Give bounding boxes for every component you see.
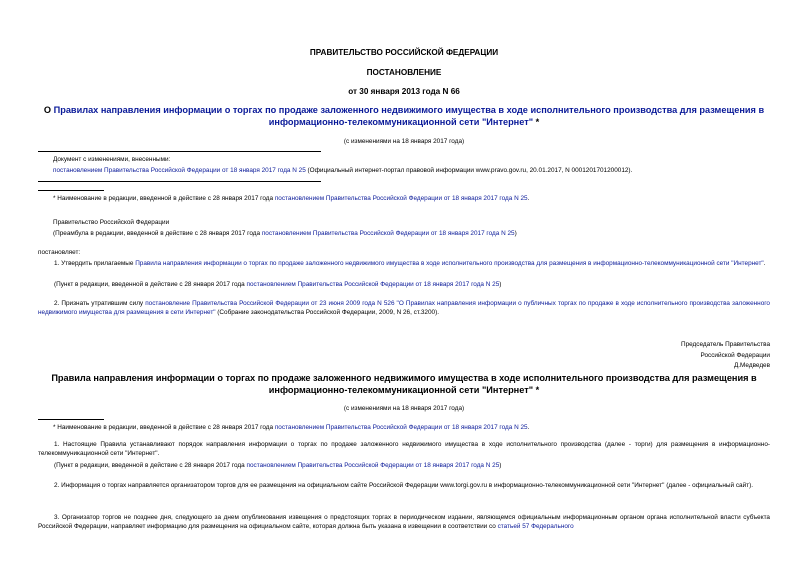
preamble-text: Правительство Российской Федерации [53, 219, 170, 226]
rules-revision-note: (с изменениями на 18 января 2017 года) [343, 405, 465, 412]
item-1-suffix: . [763, 260, 766, 267]
footnote-suffix: . [527, 195, 530, 202]
item-1-prefix: 1. Утвердить прилагаемые [54, 260, 136, 267]
preamble-note-suffix: ) [514, 230, 517, 237]
rules-paragraph-1-note [38, 462, 770, 471]
rules-footnote [38, 424, 770, 433]
preamble-note-prefix: (Преамбула в редакции, введенной в действие с 28 января 2017 года [53, 230, 262, 237]
rules-footnote-suffix: . [527, 424, 530, 431]
rules-p3-text: 3. Организатор торгов не позднее дня, следующего за днем опубликования извещения о предстоящих торгах в периодическом издании, являющемся официальным информационным органом органа исполнительной власти субъекта Российской Федерации, направляет информацию для размещения на официальном сайте, которая должна быть указана в извещении в соответствии со [38, 514, 770, 530]
footnote-rule [38, 419, 104, 420]
resolves-text: постановляет: [38, 249, 81, 256]
item-2-link[interactable]: постановление Правительства Российской Федерации от 23 июня 2009 года N 526 "О Правилах направления информации о публичных торгах по продаже в ходе исполнительного производства заложенного недвижимого имущества для размещения в сети Интернет" [38, 300, 770, 316]
rules-p1-note-link[interactable]: постановлением Правительства Российской Федерации от 18 января 2017 года N 25 [246, 462, 500, 469]
document-type: ПОСТАНОВЛЕНИЕ [366, 68, 442, 77]
title-suffix: * [533, 116, 540, 127]
title-link[interactable]: Правилах направления информации о торгах по продаже заложенного недвижимого имущества в ходе исполнительного производства для размещения в информационно-телекоммуникационной сети "Интернет" [53, 105, 765, 127]
title-footnote [38, 195, 770, 204]
title-prefix: О [43, 105, 54, 115]
separator-rule [38, 181, 321, 182]
changes-label: Документ с изменениями, внесенными: [53, 156, 171, 163]
item-1-note-prefix: (Пункт в редакции, введенной в действие с 28 января 2017 года [54, 281, 247, 288]
item-2-suffix: (Собрание законодательства Российской Федерации, 2009, N 26, ст.3200). [215, 308, 439, 316]
rules-title: Правила направления информации о торгах по продаже заложенного недвижимого имущества в ходе исполнительного производства для размещения в информационно-телекоммуникационной сети "Интернет" * [51, 373, 757, 395]
item-1 [38, 260, 770, 269]
item-1-note-link[interactable]: постановлением Правительства Российской Федерации от 18 января 2017 года N 25 [246, 281, 500, 288]
rules-p1-note-prefix: (Пункт в редакции, введенной в действие с 28 января 2017 года [54, 462, 247, 469]
footnote-rule [38, 190, 104, 191]
item-1-link[interactable]: Правила направления информации о торгах по продаже заложенного недвижимого имущества в ходе исполнительного производства для размещения в информационно-телекоммуникационной сети "Интернет" [135, 260, 764, 267]
item-2-prefix: 2. Признать утратившим силу [54, 300, 146, 307]
signature-name: Д.Медведев [733, 362, 770, 369]
revision-note: (с изменениями на 18 января 2017 года) [343, 138, 465, 145]
footnote-link[interactable]: постановлением Правительства Российской Федерации от 18 января 2017 года N 25 [274, 195, 528, 202]
separator-rule [38, 151, 321, 152]
item-1-note [38, 281, 770, 290]
footnote-prefix: * Наименование в редакции, введенной в действие с 28 января 2017 года [53, 195, 275, 202]
item-2 [38, 300, 770, 317]
signature-title: Председатель Правительства [681, 341, 770, 348]
item-1-note-suffix: ) [499, 281, 502, 288]
preamble-note-link[interactable]: постановлением Правительства Российской Федерации от 18 января 2017 года N 25 [261, 230, 515, 237]
document-title [38, 105, 770, 129]
rules-p1-note-suffix: ) [499, 462, 502, 469]
changes-suffix: (Официальный интернет-портал правовой информации www.pravo.gov.ru, 20.01.2017, N 0001201701200012). [305, 167, 633, 174]
document-date-number: от 30 января 2013 года N 66 [348, 87, 460, 96]
signature-org: Российской Федерации [700, 352, 770, 359]
changes-line [38, 167, 770, 176]
rules-paragraph-1: 1. Настоящие Правила устанавливают порядок направления информации о торгах по продаже заложенного недвижимого имущества в ходе исполнительного производства (далее - торги) для размещения в информационно-телекоммуникационной сети "Интернет". [38, 441, 770, 457]
rules-paragraph-2: 2. Информация о торгах направляется организатором торгов для ее размещения на официальном сайте Российской Федерации www.torgi.gov.ru в информационно-телекоммуникационной сети "Интернет" (далее - официальный сайт). [54, 482, 753, 489]
rules-paragraph-3 [38, 514, 770, 531]
rules-p3-link[interactable]: статьей 57 Федерального [497, 522, 574, 530]
government-header: ПРАВИТЕЛЬСТВО РОССИЙСКОЙ ФЕДЕРАЦИИ [309, 48, 499, 57]
changes-link[interactable]: постановлением Правительства Российской Федерации от 18 января 2017 года N 25 [53, 167, 306, 174]
rules-footnote-link[interactable]: постановлением Правительства Российской Федерации от 18 января 2017 года N 25 [274, 424, 528, 431]
rules-footnote-prefix: * Наименование в редакции, введенной в действие с 28 января 2017 года [53, 424, 275, 431]
preamble-note [38, 230, 770, 239]
